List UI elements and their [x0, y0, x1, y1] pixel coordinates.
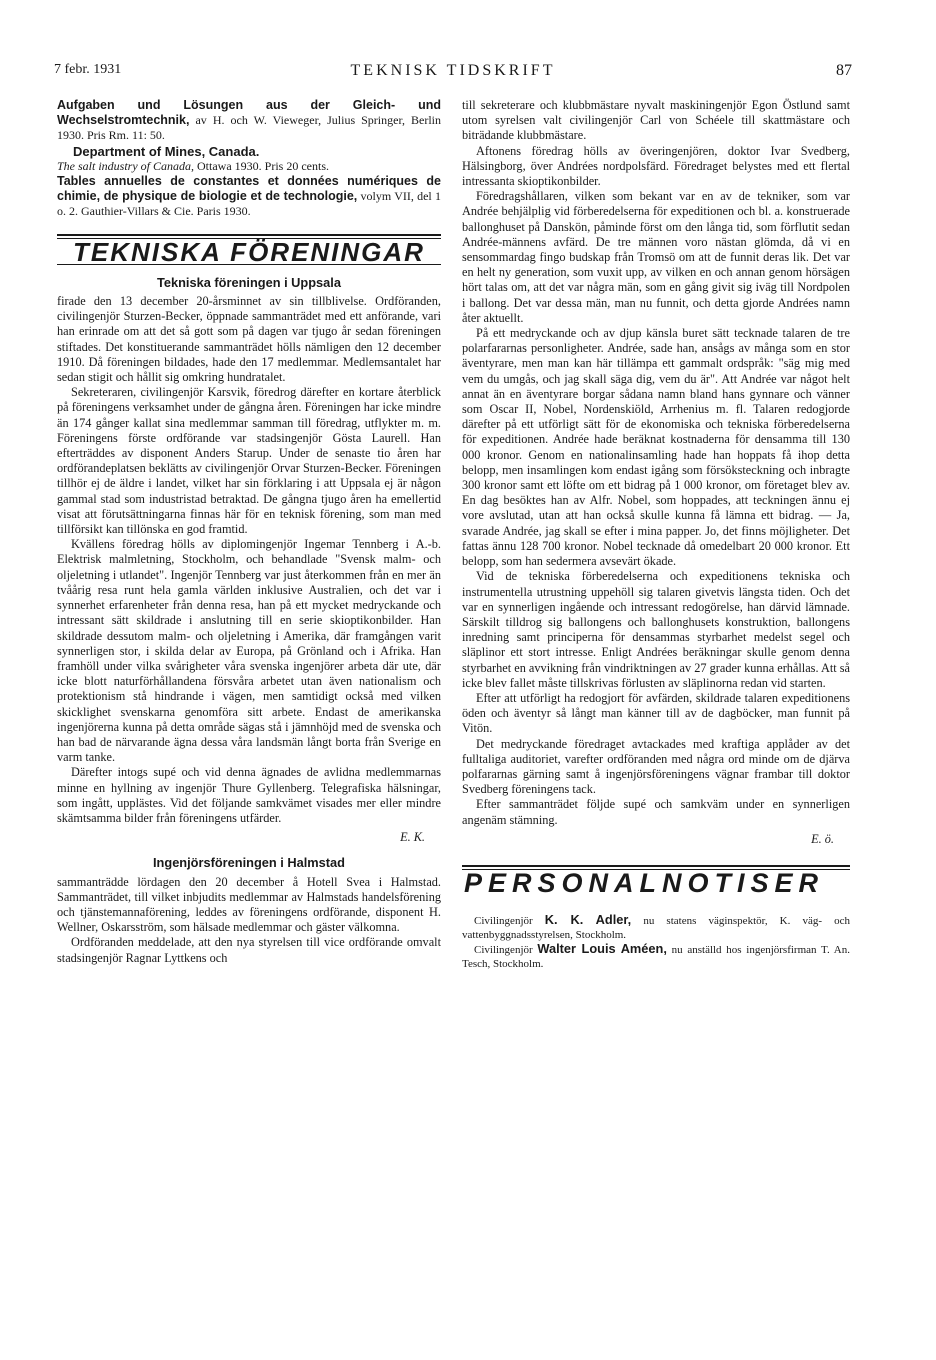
- divider: [57, 234, 441, 236]
- reference-details: av H. och W. Vieweger, Julius Springer, Berlin 1930. Pris Rm. 11: 50.: [57, 113, 441, 143]
- issue-date: 7 febr. 1931: [54, 62, 122, 77]
- section-heading-tekniska: [57, 234, 441, 265]
- article-paragraph: Efter sammanträdet följde supé och samkväm under en synnerligen angenäm stämning.: [462, 797, 850, 827]
- article-heading: Ingenjörsföreningen i Halmstad: [153, 855, 345, 871]
- article-paragraph: Aftonens föredrag hölls av överingenjören, doktor Ivar Svedberg, Hälsingborg, över Andrées nordpolsfärd. Föredraget belystes med ett flertal intressanta skioptikonbilder.: [462, 143, 850, 189]
- person-details: nu anställd hos ingenjörsfirman T. An. Tesch, Stockholm.: [462, 944, 850, 971]
- person-name: Walter Louis Améen,: [537, 941, 667, 957]
- page-header: [54, 62, 852, 82]
- person-title: Civilingenjör: [474, 915, 545, 928]
- article-paragraph: Föredragshållaren, vilken som bekant var en av de tekniker, som var Andrée behjälplig vid förberedelserna för expeditionen och bl. a. konstruerade ballonghuset på Danskön, påminde först om den långa tid, som förflutit sedan Andrée-männens avfärd. De tre männen voro nästan glömda, då vi en sensommardag fingo budskap från Tromsö om att de funnit deras lik. Det var en helt ny generation, som vuxit upp, av vilken en och annan genom hörsägen hört talas om, att det var några män, som en gång givit sig iväg till Nordpolen i ballong. Det var dessa män, man nu funnit, och detta gjorde Andrées namn åter aktuellt.: [462, 189, 850, 325]
- article-paragraph: Vid de tekniska förberedelserna och expeditionens tekniska och instrumentella utrustning uppehöll sig talaren givetvis längsta tiden. Och det var en synnerligen ingående och intressant redogörelse, han därvid lämnade. Särskilt tilldrog sig ballongens och ballonghusets konstruktion, ballongens inredning samt principerna för densammas styrbarhet medelst segel och släplinor ett stort intresse. Enligt Andrées beräkningar skulle genom denna styrbarhet en avvikning från vindriktningen av 27 grader kunna erhållas. Att så icke blev fallet måste tillskrivas förlusten av släplinorna redan vid starten.: [462, 569, 850, 690]
- article-paragraph: På ett medryckande och av djup känsla buret sätt tecknade talaren de tre polarfararnas personligheter. Andrée, sade han, ansågs av många som en stor äventyrare, men man kan här tillämpa ett gammalt ordspråk: "säg mig med vem du umgås, och jag skall säga dig, vem du är". Att Andrée var något helt annat än en äventyrare borgar sådana namn bland hans gynnare och vänner som Oscar II, Nobel, Nordenskiöld, Arrhenius m. fl. Talaren redogjorde därefter på ett utförligt sätt för de ekonomiska och tekniska förberedelserna för expeditionen. Andrée hade beräknat kostnaderna för densamma till 130 000 kronor. Genom en nationalinsamling hade han hoppats få ihop detta belopp, men insamlingen kom endast igång som försöksteckning och inbragte 300 kronor samt ett löfte om ett bidrag på 1 000 kronor, om företaget blev av. En dag besöktes han av Alfr. Nobel, som hoppades, att teckningen ännu ej vore avslutad, utan att han också skulle kunna få lämna ett bidrag. — Ja, svarade Andrée, jag skall se efter i mina papper. Jo, det finns möjligheter. Det fattas ännu 128 700 kronor. Nobel tecknade då omedelbart 20 000 kronor. Ett belopp, som han sedermera avsevärt ökade.: [462, 326, 850, 569]
- person-name: K. K. Adler,: [544, 912, 632, 928]
- person-title: Civilingenjör: [474, 944, 538, 957]
- article-paragraph: Sekreteraren, civilingenjör Karsvik, föredrog därefter en kortare återblick på föreningens verksamhet under de gångna åren. Föreningen har icke mindre än 174 gånger kallat sina medlemmar samman till föredrag, utflykter m. m. Föreningens förste ordförande var stadsingenjör Gösta Laurell. Han efterträddes av disponent Anders Starup. Under de senaste tio åren har ordförandeplatsen beklätts av civilingenjör Orvar Sturzen-Becker. Föreningen tillhör ej de äldre i landet, vilket har sin förklaring i att Uppsala ej är någon gammal stad som industristad betraktad. De gångna tjugo åren ha emellertid visat att förutsättningarna finnas här för en teknisk förening, som man med tillförsikt kan tillönska en god framtid.: [57, 385, 441, 537]
- journal-title: TEKNISK TIDSKRIFT: [350, 62, 556, 79]
- article-paragraph: firade den 13 december 20-årsminnet av sin tillblivelse. Ordföranden, civilingenjör Sturzen-Becker, öppnade sammanträdet med ett anförande, vari han erinrade om att det så gott som på dagen var tjugo år sedan föreningen stiftades. Det konstituerande sammanträdet hölls nämligen den 12 december 1910. Då föreningen bildades, hade den 17 medlemmar. Medlemsantalet har sedan stigit och hållit sig omkring hundratalet.: [57, 294, 441, 385]
- article-paragraph: Kvällens föredrag hölls av diplomingenjör Ingemar Tennberg i A.-b. Elektrisk malmletning, Stockholm, och behandlade "Svensk malm- och oljeletning i utlandet". Ingenjör Tennberg var just återkommen från en mer än tvåårig resa runt hela gamla världen inklusive Australien, och det var i synnerhet erfarenheter från denna resa, han på ett mycket medryckande och intressant sätt skildrade i anslutning till en serie skioptikonbilder. Han skildrade dessutom malm- och oljeletning i Amerika, där framgången varit synnerligen stor, i skilda delar av Europa, på Grönland och i Afrika. Han framhöll under vilka svårigheter våra svenska ingenjörer arbeta där ute, där icke blott naturförhållandena försvåra arbetet utan även nationalism och protektionism stå hindrande i vägen, men samtidigt också med vilken skicklighet svenskarna genomföra sitt arbete. Endast de amerikanska ingenjörerna kunna på detta område sägas stå i jämnhöjd med de svenska och han bad de närvarande ägna dessa våra landsmän långt borta från Sverige en varm tanke.: [57, 537, 441, 765]
- personal-notes: [462, 913, 850, 971]
- article-paragraph: Därefter intogs supé och vid denna ägnades de avlidna medlemmarnas minne en hyllning av ingenjör Thure Gyllenberg. Telegrafiska hälsningar, som ingått, upplästes. Vid det följande samkvämet visades mer eller mindre skämtsamma bilder från föreningens utfärder.: [57, 765, 441, 825]
- article-paragraph: sammanträdde lördagen den 20 december å Hotell Svea i Halmstad. Sammanträdet, till vilket inbjudits medlemmar av Halmstads handelsförening och tjänstemannaförening, leddes av föreningens ordförande, disponent H. Wellner, Oskarsström, som hälsade medlemmar och gäster välkomna.: [57, 874, 441, 935]
- section-heading-personalnotiser: [462, 865, 850, 898]
- reference-details: Ottawa 1930. Pris 20 cents.: [194, 158, 329, 173]
- reference-title: Tables annuelles de constantes et données numériques de chimie, de physique de biologie et de technologie,: [57, 174, 441, 204]
- person-details: nu statens väginspektör, K. väg- och vattenbyggnadsstyrelsen, Stockholm.: [462, 915, 850, 942]
- personal-note: [462, 913, 850, 942]
- article-signature: E. ö.: [811, 831, 834, 846]
- article-paragraph: Det medryckande föredraget avtackades med kraftiga applåder av det fulltaliga auditoriet, varefter ordföranden med några ord minde om de djärva polfararnas gärning samt å ingenjörsföreningens vägnar frambar till doktor Svedberg föreningens tack.: [462, 736, 850, 797]
- personal-note: [462, 942, 850, 971]
- reference-entry: [57, 98, 441, 144]
- reference-italic-title: The salt industry of Canada,: [57, 158, 195, 173]
- article-paragraph: till sekreterare och klubbmästare nyvalt maskiningenjör Egon Östlund samt utom syrelsen valt civilingenjör Carl von Schéele till skattmästare och biträdande klubbmästare.: [462, 98, 850, 143]
- section-title: TEKNISKA FÖRENINGAR: [73, 236, 425, 267]
- article-paragraph: Ordföranden meddelade, att den nya styrelsen till vice ordförande omvalt stadsingenjör Ragnar Lyttkens och: [57, 935, 441, 965]
- reference-title: Aufgaben und Lösungen aus der Gleich- und Wechselstromtechnik,: [57, 98, 441, 128]
- right-column: [462, 98, 850, 971]
- article-heading: Tekniska föreningen i Uppsala: [157, 274, 341, 290]
- reference-details: volym VII, del 1 o. 2. Gauthier-Villars & Cie. Paris 1930.: [57, 189, 441, 219]
- reference-entry: [57, 159, 441, 174]
- section-title: PERSONALNOTISER: [464, 867, 825, 898]
- divider: [462, 865, 850, 867]
- reference-title: Department of Mines, Canada.: [73, 143, 260, 159]
- article-paragraph: Efter att utförligt ha redogjort för avfärden, skildrade talaren expeditionens öden och äventyr så långt man känner till av de dagböcker, man funnit på Vitön.: [462, 690, 850, 736]
- article-signature: E. K.: [400, 830, 425, 845]
- page-number: 87: [836, 62, 852, 79]
- left-column: [57, 98, 441, 966]
- reference-entry: [57, 174, 441, 220]
